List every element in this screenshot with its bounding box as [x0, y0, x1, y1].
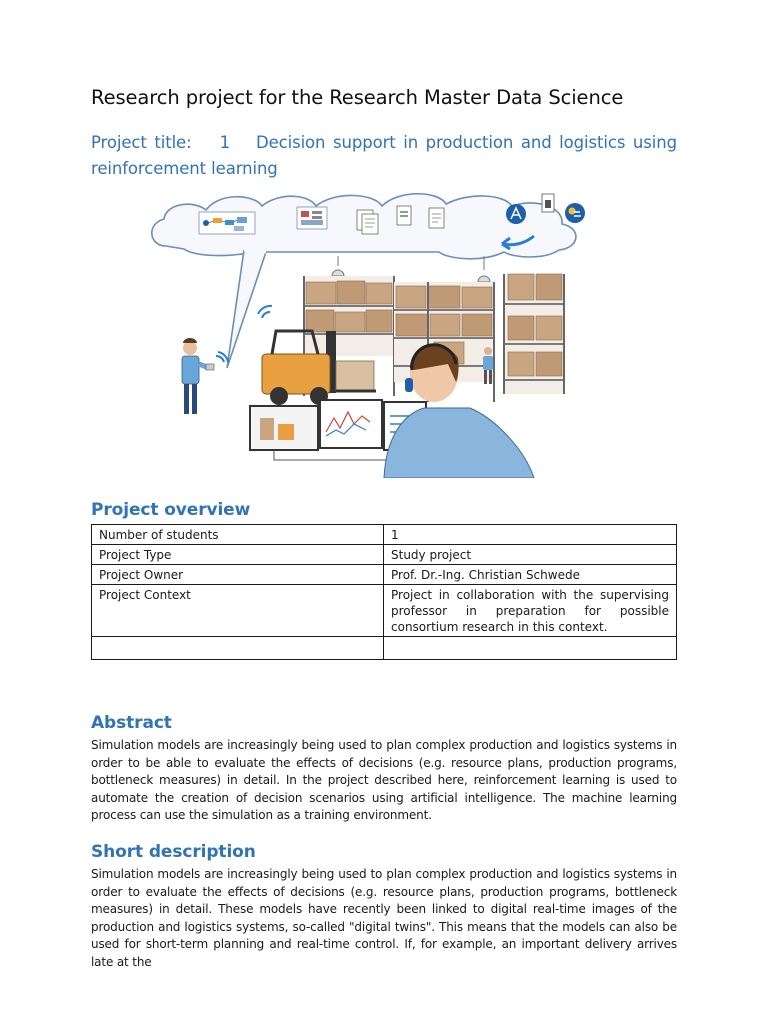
table-row [92, 585, 677, 637]
row-label [92, 637, 384, 660]
table-row [92, 637, 677, 660]
row-label: Number of students [92, 525, 384, 545]
project-overview-table [91, 524, 677, 660]
row-label: Project Context [92, 585, 384, 637]
row-value: Study project [384, 545, 677, 565]
table-row [92, 545, 677, 565]
row-label: Project Type [92, 545, 384, 565]
worker-with-tablet-icon [182, 338, 228, 414]
row-value: Prof. Dr.-Ing. Christian Schwede [384, 565, 677, 585]
abstract-heading: Abstract [91, 713, 172, 733]
row-value: 1 [384, 525, 677, 545]
abstract-text: Simulation models are increasingly being used to plan complex production and logistics systems in order to be able to evaluate the effects of decisions (e.g. resource plans, production programs, bottleneck measures) in detail. In the project described here, reinforcement learning is used to automate the creation of decision scenarios using artificial intelligence. The machine learning process can use the simulation as a training environment. [91, 738, 677, 823]
project-title [91, 130, 677, 182]
short-description-text: Simulation models are increasingly being used to plan complex production and logistics systems in order to evaluate the effects of decisions (e.g. resource plans, production programs, bottleneck measures) in detail. These models have recently been linked to digital real-time images of the production and logistics systems, so-called "digital twins". This means that the models can also be used for short-term planning and real-time control. If, for example, an important delivery arrives late at the [91, 867, 677, 969]
project-number: 1 [219, 133, 230, 152]
short-description-heading: Short description [91, 842, 256, 862]
document-title: Research project for the Research Master Data Science [91, 86, 624, 109]
overview-heading: Project overview [91, 500, 251, 520]
project-title-label: Project title: [91, 133, 192, 152]
row-value [384, 637, 677, 660]
warehouse-illustration [94, 186, 662, 478]
table-row [92, 525, 677, 545]
row-value: Project in collaboration with the supervising professor in preparation for possible consortium research in this context. [384, 585, 677, 637]
table-row [92, 565, 677, 585]
row-label: Project Owner [92, 565, 384, 585]
project-title-text: Decision support in production and logistics using reinforcement learning [91, 133, 677, 178]
